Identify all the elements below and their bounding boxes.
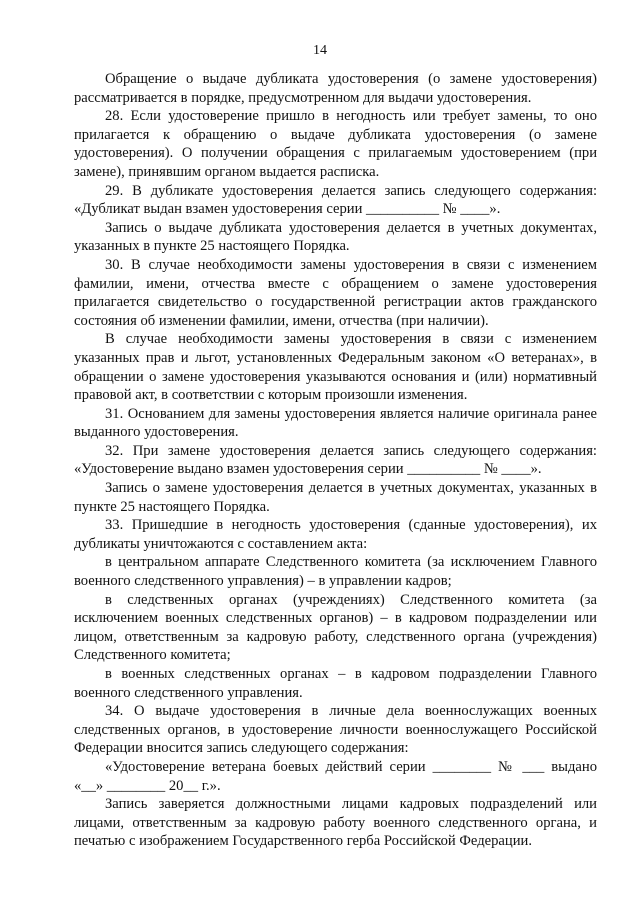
paragraph: в военных следственных органах – в кадровом подразделении Главного военного следственного управления. xyxy=(74,666,597,701)
paragraph: в следственных органах (учреждениях) Следственного комитета (за исключением военных следственных органов) – в кадровом подразделении или лицом, ответственным за кадровую работу, следственного органа (учреждения) Следственного комитета; xyxy=(74,591,597,664)
paragraph: «Удостоверение ветерана боевых действий серии ________ № ___ выдано «__» ________ 20__ г.». xyxy=(74,758,597,794)
paragraph: Запись о замене удостоверения делается в учетных документах, указанных в пункте 25 настоящего Порядка. xyxy=(74,480,597,515)
paragraph: 31. Основанием для замены удостоверения является наличие оригинала ранее выданного удостоверения. xyxy=(74,405,597,441)
page-number: 14 xyxy=(313,43,327,58)
paragraph: 32. При замене удостоверения делается запись следующего содержания: «Удостоверение выдано взамен удостоверения серии __________ № ____». xyxy=(74,442,597,478)
paragraph: В случае необходимости замены удостоверения в связи с изменением указанных прав и льгот, установленных Федеральным законом «О ветеранах», в обращении о замене удостоверения указываются основания и (или) нормативный правовой акт, в соответствии с которым произошли изменения. xyxy=(74,331,597,404)
paragraph: 33. Пришедшие в негодность удостоверения (сданные удостоверения), их дубликаты уничтожаются с составлением акта: xyxy=(74,517,597,552)
paragraph: Запись заверяется должностными лицами кадровых подразделений или лицами, ответственным за кадровую работу военного следственного органа, и печатью с изображением Государственного герба Российской Федерации. xyxy=(74,796,597,850)
paragraph: 34. О выдаче удостоверения в личные дела военнослужащих военных следственных органов, в удостоверение личности военнослужащего Российской Федерации вносится запись следующего содержания: xyxy=(74,703,597,757)
paragraph: 29. В дубликате удостоверения делается запись следующего содержания: «Дубликат выдан взамен удостоверения серии __________ № ____». xyxy=(74,182,597,218)
paragraph: Обращение о выдаче дубликата удостоверения (о замене удостоверения) рассматривается в порядке, предусмотренном для выдачи удостоверения. xyxy=(74,71,597,106)
paragraph: 30. В случае необходимости замены удостоверения в связи с изменением фамилии, имени, отчества вместе с обращением о замене удостоверения прилагается свидетельство о государственной регистрации актов гражданского состояния об изменении фамилии, имени, отчества (при наличии). xyxy=(74,256,597,329)
paragraph: 28. Если удостоверение пришло в негодность или требует замены, то оно прилагается к обращению о выдаче дубликата удостоверения (о замене удостоверения). О получении обращения с прилагаемым удостоверением (при замене), принявшим органом выдается расписка. xyxy=(74,108,597,180)
paragraph: Запись о выдаче дубликата удостоверения делается в учетных документах, указанных в пункте 25 настоящего Порядка. xyxy=(74,219,597,255)
paragraph: в центральном аппарате Следственного комитета (за исключением Главного военного следственного управления) – в управлении кадров; xyxy=(74,554,597,590)
document-body xyxy=(74,70,597,851)
